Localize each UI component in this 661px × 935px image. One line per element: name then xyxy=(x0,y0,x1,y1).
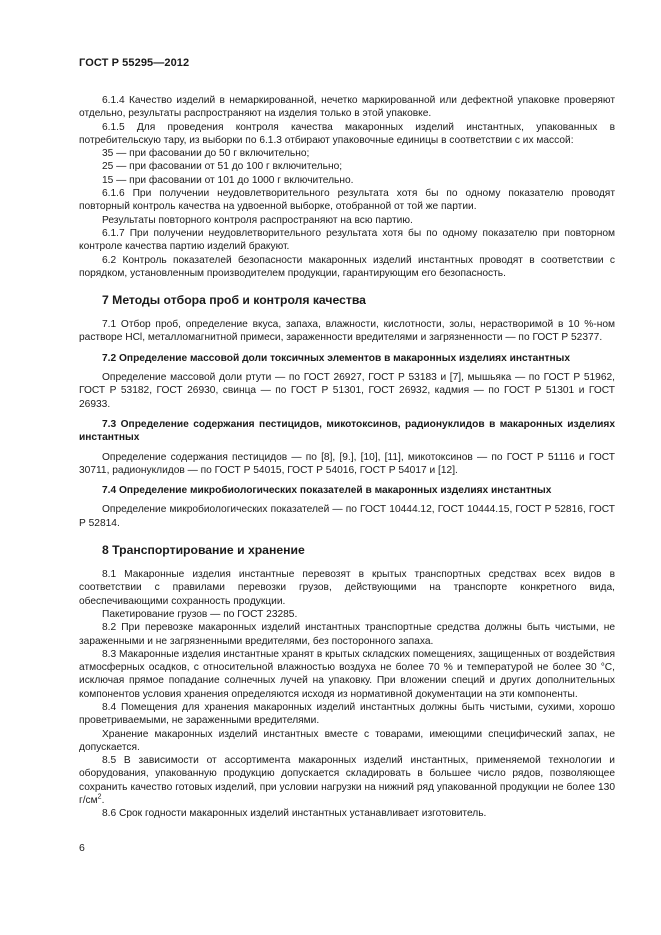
paragraph-8-5-text: 8.5 В зависимости от ассортимента макаронных изделий инстантных, применяемой технологии и оборудования, упакованную продукцию допускается складировать в большее число рядов, позволяющее сохранить качество готовых изделий, при условии нагрузки на нижний ряд упакованной продукции не более 130 г/см xyxy=(79,755,615,807)
paragraph-6-1-6: 6.1.6 При получении неудовлетворительного результата хотя бы по одному показателю проводят повторный контроль качества на удвоенной выборке, отобранной от той же партии. xyxy=(79,188,615,213)
section-7-heading: 7 Методы отбора проб и контроля качества xyxy=(102,293,366,308)
subsection-7-4-heading: 7.4 Определение микробиологических показателей в макаронных изделиях инстантных xyxy=(102,485,552,497)
paragraph-7-1: 7.1 Отбор проб, определение вкуса, запаха, влажности, кислотности, золы, нерастворимой в 10 %-ном растворе HCl, металломагнитной примеси, зараженности вредителями и загрязненности — по ГОСТ Р 52377. xyxy=(79,319,615,344)
list-item-35: 35 — при фасовании до 50 г включительно; xyxy=(102,148,310,160)
paragraph-8-4: 8.4 Помещения для хранения макаронных изделий инстантных должны быть чистыми, сухими, хорошо проветриваемыми, не зараженными вредителями. xyxy=(79,701,615,727)
paragraph-8-5 xyxy=(79,754,615,807)
paragraph-7-4: Определение микробиологических показателей — по ГОСТ 10444.12, ГОСТ 10444.15, ГОСТ Р 52816, ГОСТ Р 52814. xyxy=(79,504,615,529)
subsection-7-3-heading: 7.3 Определение содержания пестицидов, микотоксинов, радионуклидов в макаронных изделиях инстантных xyxy=(79,418,615,444)
page-content xyxy=(79,94,615,821)
paragraph-6-1-7: 6.1.7 При получении неудовлетворительного результата хотя бы по одному показателю при повторном контроле качества партию изделий бракуют. xyxy=(79,227,615,253)
paragraph-7-3: Определение содержания пестицидов — по [8], [9.], [10], [11], микотоксинов — по ГОСТ Р 51116 и ГОСТ 30711, радионуклидов — по ГОСТ Р 54015, ГОСТ Р 54016, ГОСТ Р 54017 и [12]. xyxy=(79,451,615,476)
superscript: 2 xyxy=(97,793,102,801)
paragraph-6-1-5: 6.1.5 Для проведения контроля качества макаронных изделий инстантных, упакованных в потребительскую тару, из выборки по 6.1.3 отбирают упаковочные единицы в соответствии с их массой: xyxy=(79,121,615,146)
paragraph-8-1-packaging: Пакетирование грузов — по ГОСТ 23285. xyxy=(102,608,298,620)
paragraph-6-2: 6.2 Контроль показателей безопасности макаронных изделий инстантных проводят в соответствии с порядком, установленным производителем продукции, гарантирующим его безопасность. xyxy=(79,254,615,279)
paragraph-8-4-storage: Хранение макаронных изделий инстантных вместе с товарами, имеющими специфический запах, не допускается. xyxy=(79,728,615,753)
paragraph-8-1: 8.1 Макаронные изделия инстантные перевозят в крытых транспортных средствах всех видов в соответствии с правилами перевозки грузов, действующими на транспорте конкретного вида, обеспечивающими сохранность продукции. xyxy=(79,569,615,607)
subsection-7-2-heading: 7.2 Определение массовой доли токсичных элементов в макаронных изделиях инстантных xyxy=(102,352,570,364)
paragraph-6-1-6-results: Результаты повторного контроля распространяют на всю партию. xyxy=(102,214,413,226)
list-item-15: 15 — при фасовании от 101 до 1000 г включительно. xyxy=(102,174,354,186)
paragraph-8-5-end: . xyxy=(101,795,105,807)
paragraph-8-3: 8.3 Макаронные изделия инстантные хранят в крытых складских помещениях, защищенных от воздействия атмосферных осадков, с относительной влажностью воздуха не более 70 % и температурой не более 30 °С, исключая прямое попадание солнечных лучей на упаковку. При вложении специй и других дополнительных компонентов условия хранения определяются исходя из нормативной документации на эти компоненты. xyxy=(79,648,615,700)
paragraph-6-1-4: 6.1.4 Качество изделий в немаркированной, нечетко маркированной или дефектной упаковке проверяют отдельно, результаты распространяют на изделия только в этой упаковке. xyxy=(79,95,615,120)
paragraph-7-2: Определение массовой доли ртути — по ГОСТ 26927, ГОСТ Р 53183 и [7], мышьяка — по ГОСТ Р 51962, ГОСТ Р 53182, ГОСТ 26930, свинца — по ГОСТ Р 51301, ГОСТ 26932, кадмия — по ГОСТ Р 51301 и ГОСТ 26933. xyxy=(79,372,615,410)
paragraph-8-6: 8.6 Срок годности макаронных изделий инстантных устанавливает изготовитель. xyxy=(102,808,487,820)
page-header: ГОСТ Р 55295—2012 xyxy=(79,57,190,69)
list-item-25: 25 — при фасовании от 51 до 100 г включительно; xyxy=(102,161,343,173)
paragraph-8-2: 8.2 При перевозке макаронных изделий инстантных транспортные средства должны быть чистыми, не зараженными и не загрязненными вредителями, без посторонного запаха. xyxy=(79,622,615,647)
section-8-heading: 8 Транспортирование и хранение xyxy=(102,543,305,558)
page-number: 6 xyxy=(79,842,85,854)
